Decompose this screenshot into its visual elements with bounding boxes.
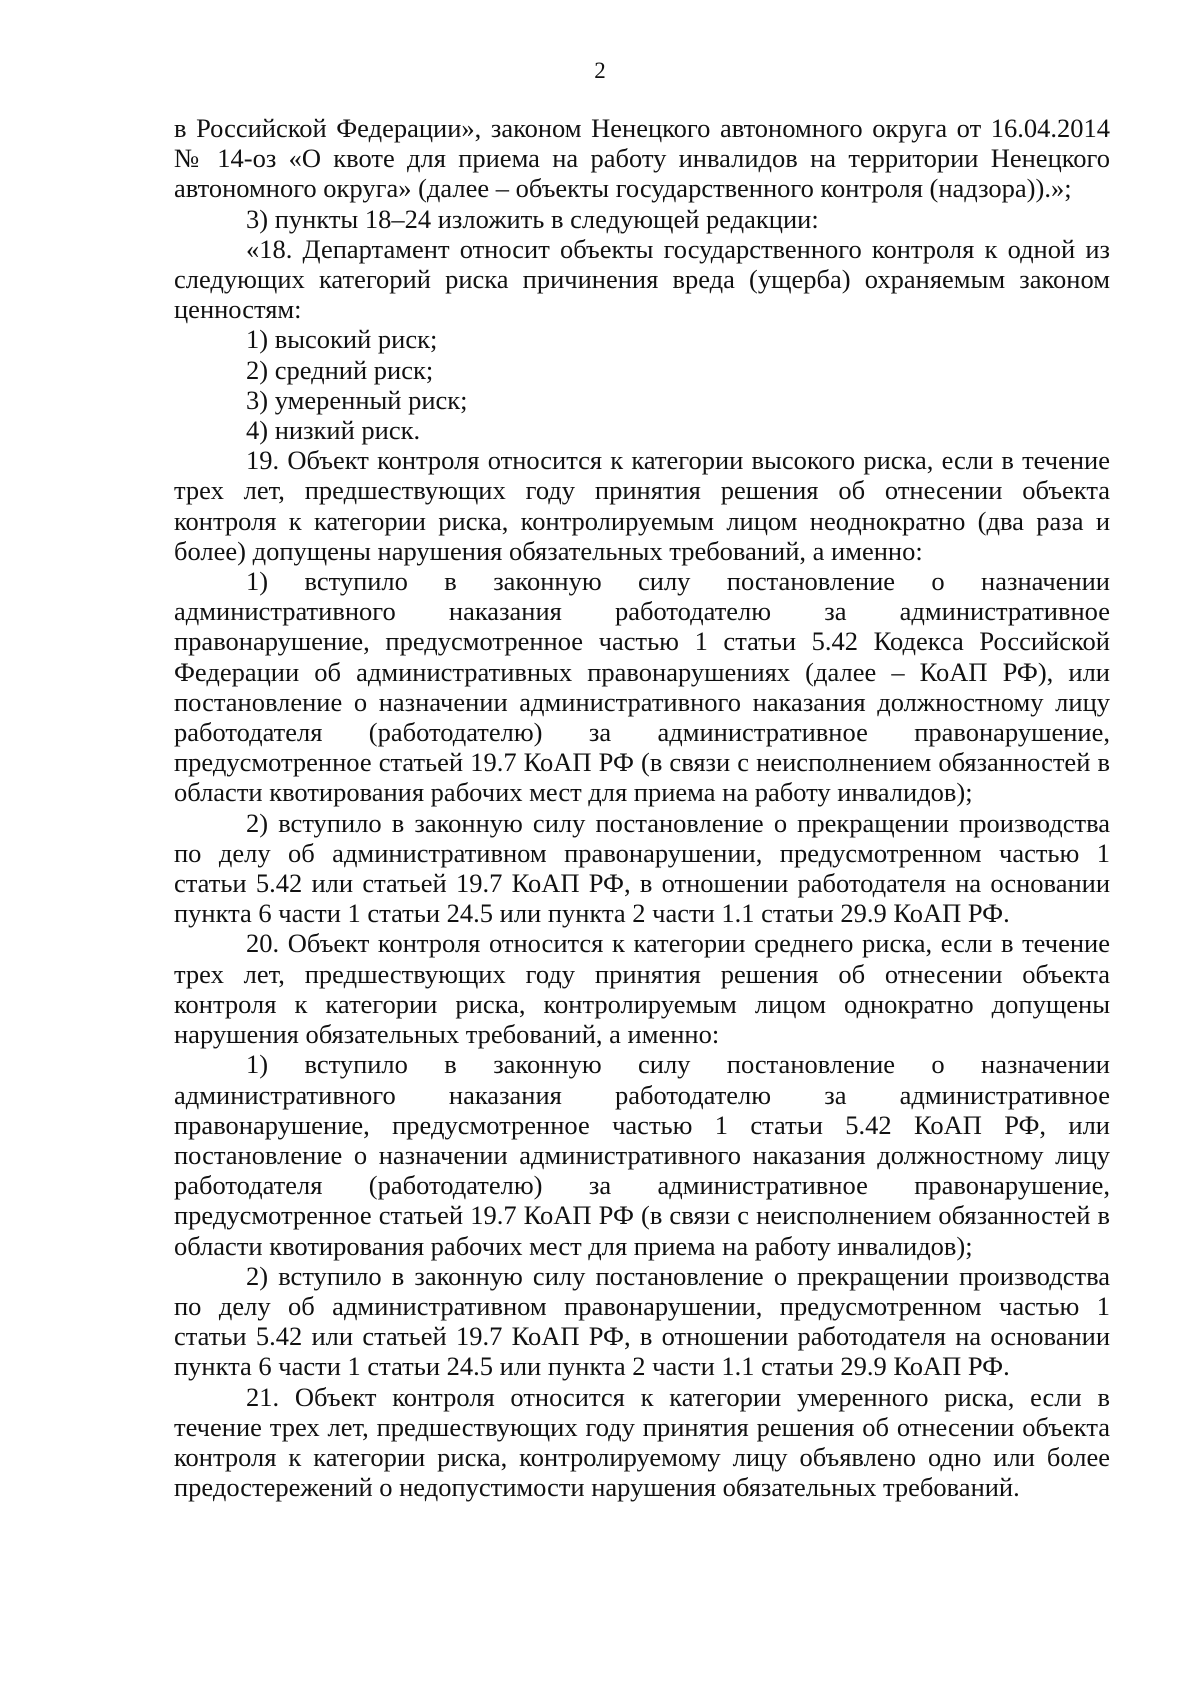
paragraph-20: 20. Объект контроля относится к категории среднего риска, если в течение трех лет, предшествующих году принятия решения об отнесении объекта контроля к категории риска, контролируемым лицом однократно допущены нарушения обязательных требований, а именно: xyxy=(174,928,1110,1050)
paragraph-18: «18. Департамент относит объекты государственного контроля к одной из следующих категорий риска причинения вреда (ущерба) охраняемым законом ценностям: xyxy=(174,233,1110,325)
paragraph-19-item-2: 2) вступило в законную силу постановление о прекращении производства по делу об административном правонарушении, предусмотренном частью 1 статьи 5.42 или статьей 19.7 КоАП РФ, в отношении работодателя на основании пункта 6 части 1 статьи 24.5 или пункта 2 части 1.1 статьи 29.9 КоАП РФ. xyxy=(174,807,1110,929)
list-item-low-risk: 4) низкий риск. xyxy=(246,415,421,446)
list-item-high-risk: 1) высокий риск; xyxy=(246,324,438,355)
paragraph-21: 21. Объект контроля относится к категории умеренного риска, если в течение трех лет, предшествующих году принятия решения об отнесении объекта контроля к категории риска, контролируемому лицу объявлено одно или более предостережений о недопустимости нарушения обязательных требований. xyxy=(174,1381,1110,1503)
paragraph-19-item-1: 1) вступило в законную силу постановление о назначении административного наказания работодателю за административное правонарушение, предусмотренное частью 1 статьи 5.42 Кодекса Российской Федерации об административных правонарушениях (далее – КоАП РФ), или постановление о назначении административного наказания должностному лицу работодателя (работодателю) за административное правонарушение, предусмотренное статьей 19.7 КоАП РФ (в связи с неисполнением обязанностей в области квотирования рабочих мест для приема на работу инвалидов); xyxy=(174,566,1110,808)
paragraph-20-item-1: 1) вступило в законную силу постановление о назначении административного наказания работодателю за административное правонарушение, предусмотренное частью 1 статьи 5.42 КоАП РФ, или постановление о назначении административного наказания должностному лицу работодателя (работодателю) за административное правонарушение, предусмотренное статьей 19.7 КоАП РФ (в связи с неисполнением обязанностей в области квотирования рабочих мест для приема на работу инвалидов); xyxy=(174,1049,1110,1261)
paragraph-19: 19. Объект контроля относится к категории высокого риска, если в течение трех лет, предшествующих году принятия решения об отнесении объекта контроля к категории риска, контролируемым лицом неоднократно (два раза и более) допущены нарушения обязательных требований, а именно: xyxy=(174,445,1110,566)
page-number: 2 xyxy=(594,58,606,83)
list-item-medium-risk: 2) средний риск; xyxy=(246,354,434,385)
paragraph-continuation: в Российской Федерации», законом Ненецкого автономного округа от 16.04.2014 № 14-оз «О квоте для приема на работу инвалидов на территории Ненецкого автономного округа» (далее – объекты государственного контроля (надзора)).»; xyxy=(174,113,1110,204)
document-body xyxy=(174,113,1110,1502)
list-item-moderate-risk: 3) умеренный риск; xyxy=(246,384,468,415)
paragraph-item-3: 3) пункты 18–24 изложить в следующей редакции: xyxy=(246,203,819,234)
paragraph-20-item-2: 2) вступило в законную силу постановление о прекращении производства по делу об административном правонарушении, предусмотренном частью 1 статьи 5.42 или статьей 19.7 КоАП РФ, в отношении работодателя на основании пункта 6 части 1 статьи 24.5 или пункта 2 части 1.1 статьи 29.9 КоАП РФ. xyxy=(174,1260,1110,1382)
